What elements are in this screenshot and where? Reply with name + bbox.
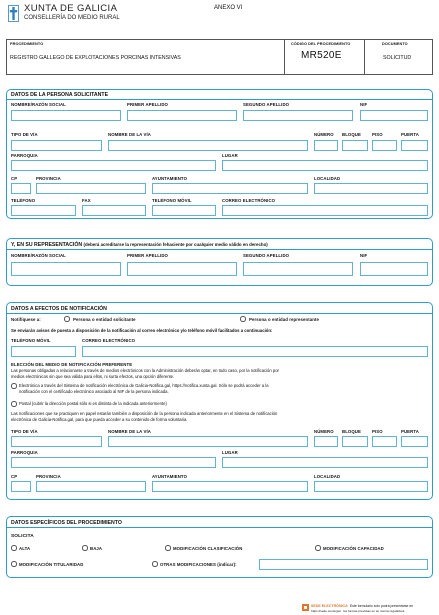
label-council: AYUNTAMIENTO xyxy=(152,176,188,181)
surname2-field[interactable] xyxy=(243,110,353,121)
notif-label-email: CORREO ELECTRÓNICO xyxy=(82,338,136,343)
label-road-type: TIPO DE VÍA xyxy=(11,132,38,137)
label-fax: FAX xyxy=(82,198,91,203)
road-type-field[interactable] xyxy=(11,140,102,151)
request-label: SOLICITA xyxy=(11,534,34,539)
representation-title-note: (deberá acreditarse la representación fehaciente por cualquier medio válido en derecho) xyxy=(83,242,268,247)
procedure-name: REGISTRO GALLEGO DE EXPLOTACIONES PORCINAS INTENSIVAS xyxy=(10,55,181,61)
other-mods-label: OTRAS MODIFICACIONES (indicar): xyxy=(160,562,237,567)
council-field[interactable] xyxy=(152,183,308,194)
procedure-code: MR520E xyxy=(301,50,342,61)
rep-label-surname1: PRIMER APELLIDO xyxy=(127,253,168,258)
alta-label: ALTA xyxy=(19,546,31,551)
notif-cp-field[interactable] xyxy=(11,481,31,492)
label-mobile: TELÉFONO MÓVIL xyxy=(152,198,192,203)
baja-label: BAJA xyxy=(90,546,103,551)
notify-applicant-label: Persona o entidad solicitante xyxy=(73,317,136,322)
fax-field[interactable] xyxy=(82,205,146,216)
locality-field[interactable] xyxy=(314,183,428,194)
notif-label-block: BLOQUE xyxy=(342,429,361,434)
notif-council-field[interactable] xyxy=(152,481,308,492)
notif-mobile-field[interactable] xyxy=(11,346,76,357)
document-col-header: DOCUMENTO xyxy=(382,42,408,46)
email-field[interactable] xyxy=(222,205,428,216)
label-email: CORREO ELECTRÓNICO xyxy=(222,198,276,203)
procedure-section-title: DATOS ESPECÍFICOS DEL PROCEDIMIENTO xyxy=(11,520,122,526)
notif-label-mobile: TELÉFONO MÓVIL xyxy=(11,338,51,343)
department-name: CONSELLERÍA DO MEDIO RURAL xyxy=(24,15,120,21)
mod-capacity-radio[interactable] xyxy=(315,545,321,551)
annex-label: ANEXO VI xyxy=(214,5,243,11)
mod-class-label: MODIFICACIÓN CLASIFICACIÓN xyxy=(173,546,243,551)
label-floor: PISO xyxy=(372,132,383,137)
notif-label-door: PUERTA xyxy=(401,429,419,434)
other-mods-radio[interactable] xyxy=(152,561,158,567)
label-block: BLOQUE xyxy=(342,132,361,137)
document-type: SOLICITUD xyxy=(383,55,412,61)
notif-road-type-field[interactable] xyxy=(11,436,102,447)
notif-label-road-name: NOMBRE DE LA VÍA xyxy=(108,429,151,434)
phone-field[interactable] xyxy=(11,205,76,216)
label-nif: NIF xyxy=(360,102,368,107)
notif-label-parish: PARROQUIA xyxy=(11,450,38,455)
mod-class-radio[interactable] xyxy=(165,545,171,551)
rep-surname2-field[interactable] xyxy=(243,262,353,276)
notif-label-number: NÚMERO xyxy=(314,429,334,434)
notif-label-road-type: TIPO DE VÍA xyxy=(11,429,38,434)
procedure-col-header: PROCEDIMIENTO xyxy=(10,42,44,46)
postal-radio[interactable] xyxy=(11,401,17,407)
label-surname2: SEGUNDO APELLIDO xyxy=(243,102,290,107)
label-road-name: NOMBRE DE LA VÍA xyxy=(108,132,151,137)
notify-applicant-radio[interactable] xyxy=(64,316,70,322)
mod-owner-radio[interactable] xyxy=(11,561,17,567)
code-col-header: CÓDIGO DEL PROCEDIMIENTO xyxy=(291,42,351,46)
footer-text-1: Este formulario solo podrá presentarse en xyxy=(350,604,414,608)
representation-section-title: Y, EN SU REPRESENTACIÓN xyxy=(11,242,83,248)
notif-label-floor: PISO xyxy=(372,429,383,434)
sede-electronica-stamp: SEDE ELECTRÓNICA xyxy=(311,604,348,608)
notif-road-name-field[interactable] xyxy=(108,436,308,447)
notify-representative-radio[interactable] xyxy=(240,316,246,322)
notif-block-field[interactable] xyxy=(342,436,368,447)
xunta-logo-icon xyxy=(8,5,19,22)
representation-title-line xyxy=(11,242,268,248)
name-field[interactable] xyxy=(11,110,121,121)
label-number: NÚMERO xyxy=(314,132,334,137)
notification-section-title: DATOS A EFECTOS DE NOTIFICACIÓN xyxy=(11,306,107,312)
label-parish: PARROQUIA xyxy=(11,153,38,158)
notif-email-field[interactable] xyxy=(82,346,428,357)
choice-text-2: medios electrónicos sin que sea válida para ellos, ni surta efectos, una opción diferente. xyxy=(11,374,175,379)
notif-locality-field[interactable] xyxy=(314,481,428,492)
label-name: NOMBRE/RAZÓN SOCIAL xyxy=(11,102,66,107)
notif-label-cp: CP xyxy=(11,474,18,479)
label-province: PROVINCIA xyxy=(36,176,61,181)
paper-text-2: electrónica de Galicia-Notifica.gal, para que pueda acceder a su contenido de forma voluntaria. xyxy=(11,417,188,422)
notif-label-place: LUGAR xyxy=(222,450,238,455)
notif-floor-field[interactable] xyxy=(372,436,397,447)
procedure-table xyxy=(6,39,433,75)
notify-to-label: Notifíquese a: xyxy=(11,317,41,322)
label-door: PUERTA xyxy=(401,132,419,137)
alta-radio[interactable] xyxy=(11,545,17,551)
notify-representative-label: Persona o entidad representante xyxy=(249,317,319,322)
electronic-radio[interactable] xyxy=(11,383,17,389)
notice-text: Se enviarán avisos de puesta a disposición de la notificación al correo electrónico y/o teléfono móvil facilitados a continuación: xyxy=(11,328,273,333)
sede-electronica-icon xyxy=(302,604,309,611)
notif-label-council: AYUNTAMIENTO xyxy=(152,474,188,479)
label-phone: TELÉFONO xyxy=(11,198,36,203)
place-field[interactable] xyxy=(222,160,428,171)
road-name-field[interactable] xyxy=(108,140,308,151)
rep-label-name: NOMBRE/RAZÓN SOCIAL xyxy=(11,253,66,258)
baja-radio[interactable] xyxy=(82,545,88,551)
label-cp: CP xyxy=(11,176,18,181)
cp-field[interactable] xyxy=(11,183,31,194)
notif-number-field[interactable] xyxy=(314,436,338,447)
label-place: LUGAR xyxy=(222,153,238,158)
rep-name-field[interactable] xyxy=(11,262,121,276)
mod-capacity-label: MODIFICACIÓN CAPACIDAD xyxy=(323,546,384,551)
notif-place-field[interactable] xyxy=(222,457,428,468)
notif-province-field[interactable] xyxy=(36,481,146,492)
other-mods-field[interactable] xyxy=(259,559,428,570)
org-name: XUNTA DE GALICIA xyxy=(24,3,118,14)
floor-field[interactable] xyxy=(372,140,397,151)
rep-nif-field[interactable] xyxy=(360,262,428,276)
choice-text-1: Las personas obligadas a relacionarse a través de medios electrónicos con la Administración deberán optar, en todo caso, por la notificación por xyxy=(11,368,279,373)
choice-title: ELECCIÓN DEL MEDIO DE NOTIFICACIÓN PREFERENTE xyxy=(11,362,133,367)
surname1-field[interactable] xyxy=(127,110,237,121)
parish-field[interactable] xyxy=(11,160,216,171)
province-field[interactable] xyxy=(36,183,146,194)
notif-parish-field[interactable] xyxy=(11,457,216,468)
label-surname1: PRIMER APELLIDO xyxy=(127,102,168,107)
paper-text-1: Las notificaciones que se practiquen en papel estarán también a disposición de la persona indicada anteriormente en el Sistema de notificación xyxy=(11,411,278,416)
door-field[interactable] xyxy=(401,140,428,151)
mod-owner-label: MODIFICACIÓN TITULARIDAD xyxy=(19,562,84,567)
applicant-section xyxy=(6,89,433,219)
number-field[interactable] xyxy=(314,140,338,151)
footer-text-2: https://sede.xunta.gal · los formas previstas en su norma reguladora xyxy=(311,609,405,613)
rep-label-surname2: SEGUNDO APELLIDO xyxy=(243,253,290,258)
rep-label-nif: NIF xyxy=(360,253,368,258)
nif-field[interactable] xyxy=(360,110,428,121)
rep-surname1-field[interactable] xyxy=(127,262,237,276)
electronic-text-1: Electrónica a través del Sistema de notificación electrónica de Galicia-Notifica.gal, https://notifica.xunta.gal. Sólo se podrá acceder a la xyxy=(19,383,269,388)
postal-text: Postal (cubrir la dirección postal sólo si es distinta de la indicada anteriormente) xyxy=(19,401,167,406)
label-locality: LOCALIDAD xyxy=(314,176,341,181)
applicant-section-title: DATOS DE LA PERSONA SOLICITANTE xyxy=(11,92,109,98)
notif-label-province: PROVINCIA xyxy=(36,474,61,479)
notif-label-locality: LOCALIDAD xyxy=(314,474,341,479)
mobile-field[interactable] xyxy=(152,205,216,216)
block-field[interactable] xyxy=(342,140,368,151)
electronic-text-2: notificación con el certificado electrónico asociado al NIF de la persona indicada. xyxy=(19,389,169,394)
notif-door-field[interactable] xyxy=(401,436,428,447)
